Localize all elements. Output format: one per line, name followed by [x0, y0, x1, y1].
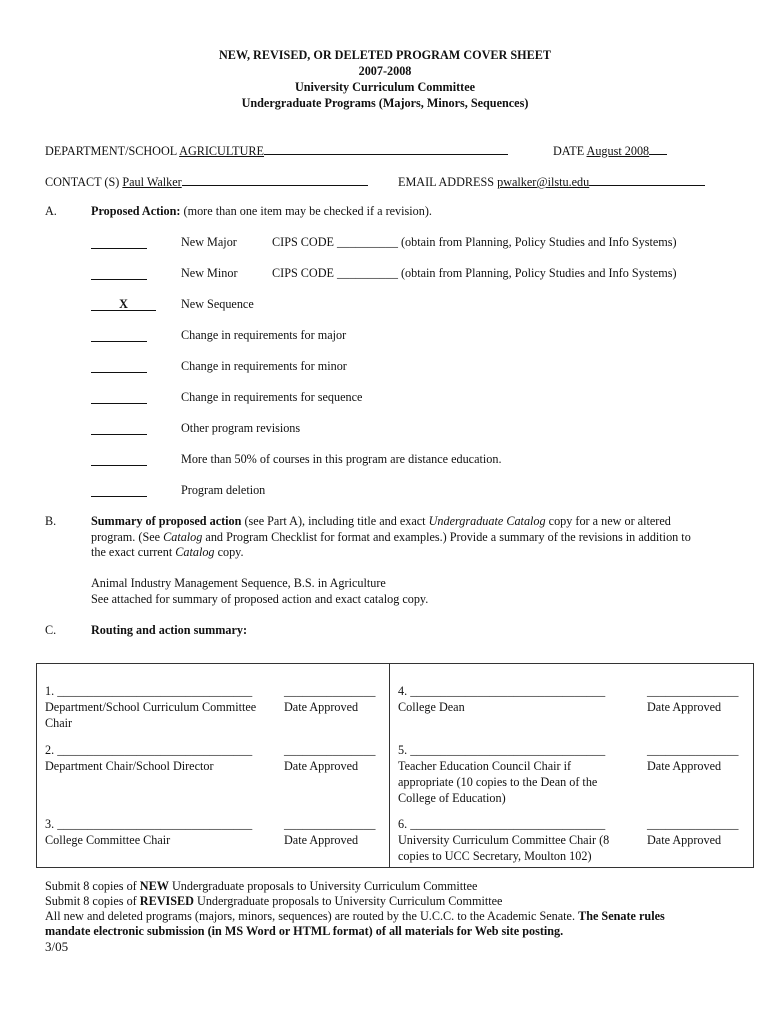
section-a-note: (more than one item may be checked if a revision).: [183, 204, 432, 218]
date-line[interactable]: _______________: [284, 684, 376, 698]
date-label: DATE: [553, 144, 585, 158]
email-field[interactable]: pwalker@ilstu.edu: [497, 175, 590, 189]
email-label: EMAIL ADDRESS: [398, 175, 495, 189]
checkbox-line[interactable]: [91, 483, 147, 501]
check-mark: [91, 359, 147, 373]
date-row: [553, 142, 667, 159]
signer-title: Department Chair/School Director: [45, 759, 214, 773]
signer-title: University Curriculum Committee Chair (8 copies to UCC Secretary, Moulton 102): [398, 833, 610, 863]
date-field[interactable]: August 2008: [586, 144, 650, 158]
signature-line[interactable]: 2. ________________________________: [45, 743, 253, 757]
action-label: More than 50% of courses in this program are distance education.: [181, 452, 502, 466]
cips-code-field[interactable]: CIPS CODE __________ (obtain from Planning, Policy Studies and Info Systems): [272, 266, 677, 280]
footer-line-3: All new and deleted programs (majors, minors, sequences) are routed by the U.C.C. to the Academic Senate. The Senate rules: [45, 909, 665, 923]
action-label: Program deletion: [181, 483, 266, 497]
checkbox-line[interactable]: [91, 328, 147, 346]
section-b-letter: B.: [45, 514, 57, 528]
action-label: Change in requirements for sequence: [181, 390, 363, 404]
section-a-heading: [91, 204, 432, 219]
program-type: Undergraduate Programs (Majors, Minors, Sequences): [241, 96, 529, 110]
signer-title: Teacher Education Council Chair if appropriate (10 copies to the Dean of the College of Education): [398, 759, 598, 805]
date-line[interactable]: _______________: [284, 817, 376, 831]
action-label: Other program revisions: [181, 421, 301, 435]
contact-field[interactable]: Paul Walker: [122, 175, 182, 189]
form-revision-date: 3/05: [45, 939, 69, 954]
date-approved-label: Date Approved: [647, 700, 722, 714]
date-approved-label: Date Approved: [647, 759, 722, 773]
action-label: New Sequence: [181, 297, 254, 311]
action-label: New Minor: [181, 266, 238, 280]
signature-line[interactable]: 1. ________________________________: [45, 684, 253, 698]
checkbox-line[interactable]: [91, 266, 147, 284]
check-mark: [91, 328, 147, 342]
date-approved-label: Date Approved: [647, 833, 722, 847]
signature-line[interactable]: 5. ________________________________: [398, 743, 606, 757]
summary-line-2[interactable]: See attached for summary of proposed action and exact catalog copy.: [91, 592, 429, 606]
check-mark: [91, 266, 147, 280]
section-b-line3: the exact current Catalog copy.: [91, 545, 244, 559]
date-line[interactable]: _______________: [284, 743, 376, 757]
date-approved-label: Date Approved: [284, 759, 359, 773]
checkbox-line[interactable]: [91, 390, 147, 408]
footer-line-2: Submit 8 copies of REVISED Undergraduate proposals to University Curriculum Committee: [45, 894, 503, 908]
date-line[interactable]: _______________: [647, 743, 739, 757]
date-line[interactable]: _______________: [647, 684, 739, 698]
date-approved-label: Date Approved: [284, 700, 359, 714]
date-approved-label: Date Approved: [284, 833, 359, 847]
action-label: Change in requirements for major: [181, 328, 347, 342]
section-b-line2: program. (See Catalog and Program Checklist for format and examples.) Provide a summary of the revisions in addition to: [91, 530, 691, 544]
check-mark: [91, 235, 147, 249]
check-mark: X: [91, 297, 156, 311]
form-year: 2007-2008: [358, 64, 412, 78]
routing-divider: [389, 663, 390, 867]
department-label: DEPARTMENT/SCHOOL: [45, 144, 177, 158]
committee-name: University Curriculum Committee: [294, 80, 476, 94]
signer-title: Department/School Curriculum Committee Chair: [45, 700, 257, 730]
section-b-title: Summary of proposed action: [91, 514, 242, 528]
check-mark: [91, 483, 147, 497]
section-a-letter: A.: [45, 204, 57, 218]
signer-title: College Committee Chair: [45, 833, 171, 847]
cips-code-field[interactable]: CIPS CODE __________ (obtain from Planning, Policy Studies and Info Systems): [272, 235, 677, 249]
action-label: Change in requirements for minor: [181, 359, 347, 373]
section-b-line1: Summary of proposed action (see Part A), including title and exact Undergraduate Catalog copy for a new or altered: [91, 514, 671, 528]
summary-line-1[interactable]: Animal Industry Management Sequence, B.S. in Agriculture: [91, 576, 386, 590]
section-c-letter: C.: [45, 623, 57, 637]
checkbox-line[interactable]: [91, 359, 147, 377]
checkbox-line[interactable]: [91, 235, 147, 253]
email-row: [398, 173, 705, 190]
signature-line[interactable]: 3. ________________________________: [45, 817, 253, 831]
department-field[interactable]: AGRICULTURE: [179, 144, 265, 158]
checkbox-line[interactable]: [91, 452, 147, 470]
section-c-title: Routing and action summary:: [91, 623, 248, 637]
action-label: New Major: [181, 235, 237, 249]
checkbox-line[interactable]: [91, 297, 156, 312]
check-mark: [91, 390, 147, 404]
section-a-title: Proposed Action:: [91, 204, 181, 218]
contact-row: [45, 173, 368, 190]
department-row: [45, 142, 508, 159]
footer-line-4: mandate electronic submission (in MS Word or HTML format) of all materials for Web site posting.: [45, 924, 564, 938]
form-title: NEW, REVISED, OR DELETED PROGRAM COVER SHEET: [218, 48, 552, 62]
contact-label: CONTACT (S): [45, 175, 120, 189]
footer-line-1: Submit 8 copies of NEW Undergraduate proposals to University Curriculum Committee: [45, 879, 478, 893]
date-line[interactable]: _______________: [647, 817, 739, 831]
signature-line[interactable]: 4. ________________________________: [398, 684, 606, 698]
checkbox-line[interactable]: [91, 421, 147, 439]
check-mark: [91, 452, 147, 466]
signature-line[interactable]: 6. ________________________________: [398, 817, 606, 831]
check-mark: [91, 421, 147, 435]
signer-title: College Dean: [398, 700, 465, 714]
